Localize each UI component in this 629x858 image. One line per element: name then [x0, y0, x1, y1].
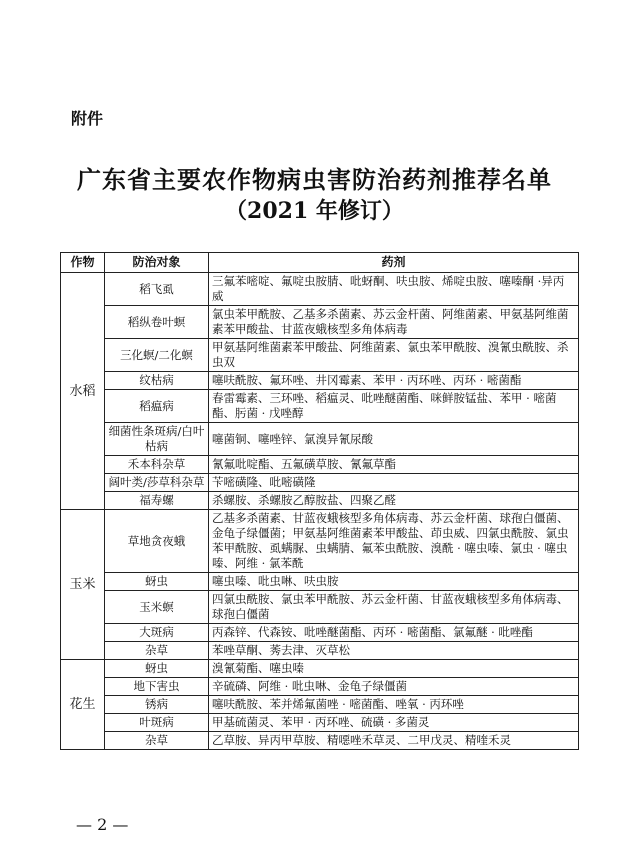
target-cell: 锈病 — [105, 696, 209, 714]
target-cell: 稻瘟病 — [105, 390, 209, 423]
agent-cell: 氯虫苯甲酰胺、乙基多杀菌素、苏云金杆菌、阿维菌素、甲氨基阿维菌素苯甲酸盐、甘蓝夜蛾核型多角体病毒 — [209, 306, 579, 339]
table-row — [61, 474, 579, 492]
crop-cell: 花生 — [61, 660, 105, 750]
header-agent: 药剂 — [209, 253, 579, 273]
target-cell: 阔叶类/莎草科杂草 — [105, 474, 209, 492]
table-row — [61, 390, 579, 423]
agent-cell: 四氯虫酰胺、氯虫苯甲酰胺、苏云金杆菌、甘蓝夜蛾核型多角体病毒、球孢白僵菌 — [209, 591, 579, 624]
agent-cell: 辛硫磷、阿维 · 吡虫啉、金龟子绿僵菌 — [209, 678, 579, 696]
document-subtitle: （2021 年修订） — [225, 198, 404, 224]
target-cell: 杂草 — [105, 642, 209, 660]
table-row — [61, 591, 579, 624]
pesticide-table — [60, 252, 579, 750]
table-row — [61, 573, 579, 591]
table-row — [61, 678, 579, 696]
target-cell: 杂草 — [105, 732, 209, 750]
agent-cell: 噻呋酰胺、氟环唑、井冈霉素、苯甲 · 丙环唑、丙环 · 嘧菌酯 — [209, 372, 579, 390]
agent-cell: 噻呋酰胺、苯并烯氟菌唑 · 嘧菌酯、唑氧 · 丙环唑 — [209, 696, 579, 714]
document-title: 广东省主要农作物病虫害防治药剂推荐名单 — [77, 165, 552, 194]
agent-cell: 噻菌铜、噻唑锌、氯溴异氰尿酸 — [209, 423, 579, 456]
agent-cell: 春雷霉素、三环唑、稻瘟灵、吡唑醚菌酯、咪鲜胺锰盐、苯甲 · 嘧菌酯、肟菌 · 戊唑醇 — [209, 390, 579, 423]
agent-cell: 乙基多杀菌素、甘蓝夜蛾核型多角体病毒、苏云金杆菌、球孢白僵菌、金龟子绿僵菌；甲氨基阿维菌素苯甲酸盐、茚虫威、四氯虫酰胺、氯虫苯甲酰胺、虱螨脲、虫螨腈、氟苯虫酰胺、溴酰 · 噻虫嗪、氯虫 · 噻虫嗪、阿维 · 氯苯酰 — [209, 510, 579, 573]
target-cell: 福寿螺 — [105, 492, 209, 510]
agent-cell: 噻虫嗪、吡虫啉、呋虫胺 — [209, 573, 579, 591]
target-cell: 大斑病 — [105, 624, 209, 642]
agent-cell: 杀螺胺、杀螺胺乙醇胺盐、四聚乙醛 — [209, 492, 579, 510]
agent-cell: 氰氟吡啶酯、五氟磺草胺、氰氟草酯 — [209, 456, 579, 474]
table-header-row — [61, 253, 579, 273]
table-row — [61, 372, 579, 390]
target-cell: 蚜虫 — [105, 573, 209, 591]
agent-cell: 三氟苯嘧啶、氟啶虫胺腈、吡蚜酮、呋虫胺、烯啶虫胺、噻嗪酮 ·异丙威 — [209, 273, 579, 306]
table-row — [61, 423, 579, 456]
target-cell: 三化螟/二化螟 — [105, 339, 209, 372]
table-row — [61, 492, 579, 510]
crop-cell: 玉米 — [61, 510, 105, 660]
header-target: 防治对象 — [105, 253, 209, 273]
target-cell: 稻纵卷叶螟 — [105, 306, 209, 339]
table-row — [61, 714, 579, 732]
header-crop: 作物 — [61, 253, 105, 273]
table-row — [61, 624, 579, 642]
crop-cell: 水稻 — [61, 273, 105, 510]
agent-cell: 丙森锌、代森铵、吡唑醚菌酯、丙环 · 嘧菌酯、氯氟醚 · 吡唑酯 — [209, 624, 579, 642]
table-row — [61, 273, 579, 306]
target-cell: 纹枯病 — [105, 372, 209, 390]
agent-cell: 乙草胺、异丙甲草胺、精噁唑禾草灵、二甲戊灵、精喹禾灵 — [209, 732, 579, 750]
target-cell: 稻飞虱 — [105, 273, 209, 306]
table-row — [61, 339, 579, 372]
target-cell: 地下害虫 — [105, 678, 209, 696]
target-cell: 叶斑病 — [105, 714, 209, 732]
table-row — [61, 306, 579, 339]
agent-cell: 溴氰菊酯、噻虫嗪 — [209, 660, 579, 678]
table-row — [61, 510, 579, 573]
table-row — [61, 660, 579, 678]
agent-cell: 苯唑草酮、莠去津、灭草松 — [209, 642, 579, 660]
attachment-label: 附件 — [71, 109, 104, 128]
target-cell: 蚜虫 — [105, 660, 209, 678]
table-row — [61, 456, 579, 474]
table-row — [61, 696, 579, 714]
target-cell: 禾本科杂草 — [105, 456, 209, 474]
table-row — [61, 732, 579, 750]
target-cell: 草地贪夜蛾 — [105, 510, 209, 573]
target-cell: 细菌性条斑病/白叶枯病 — [105, 423, 209, 456]
agent-cell: 苄嘧磺隆、吡嘧磺隆 — [209, 474, 579, 492]
target-cell: 玉米螟 — [105, 591, 209, 624]
agent-cell: 甲氨基阿维菌素苯甲酸盐、阿维菌素、氯虫苯甲酰胺、溴氰虫酰胺、杀虫双 — [209, 339, 579, 372]
page-number: — 2 — — [76, 815, 129, 834]
table-row — [61, 642, 579, 660]
agent-cell: 甲基硫菌灵、苯甲 · 丙环唑、硫磺 · 多菌灵 — [209, 714, 579, 732]
